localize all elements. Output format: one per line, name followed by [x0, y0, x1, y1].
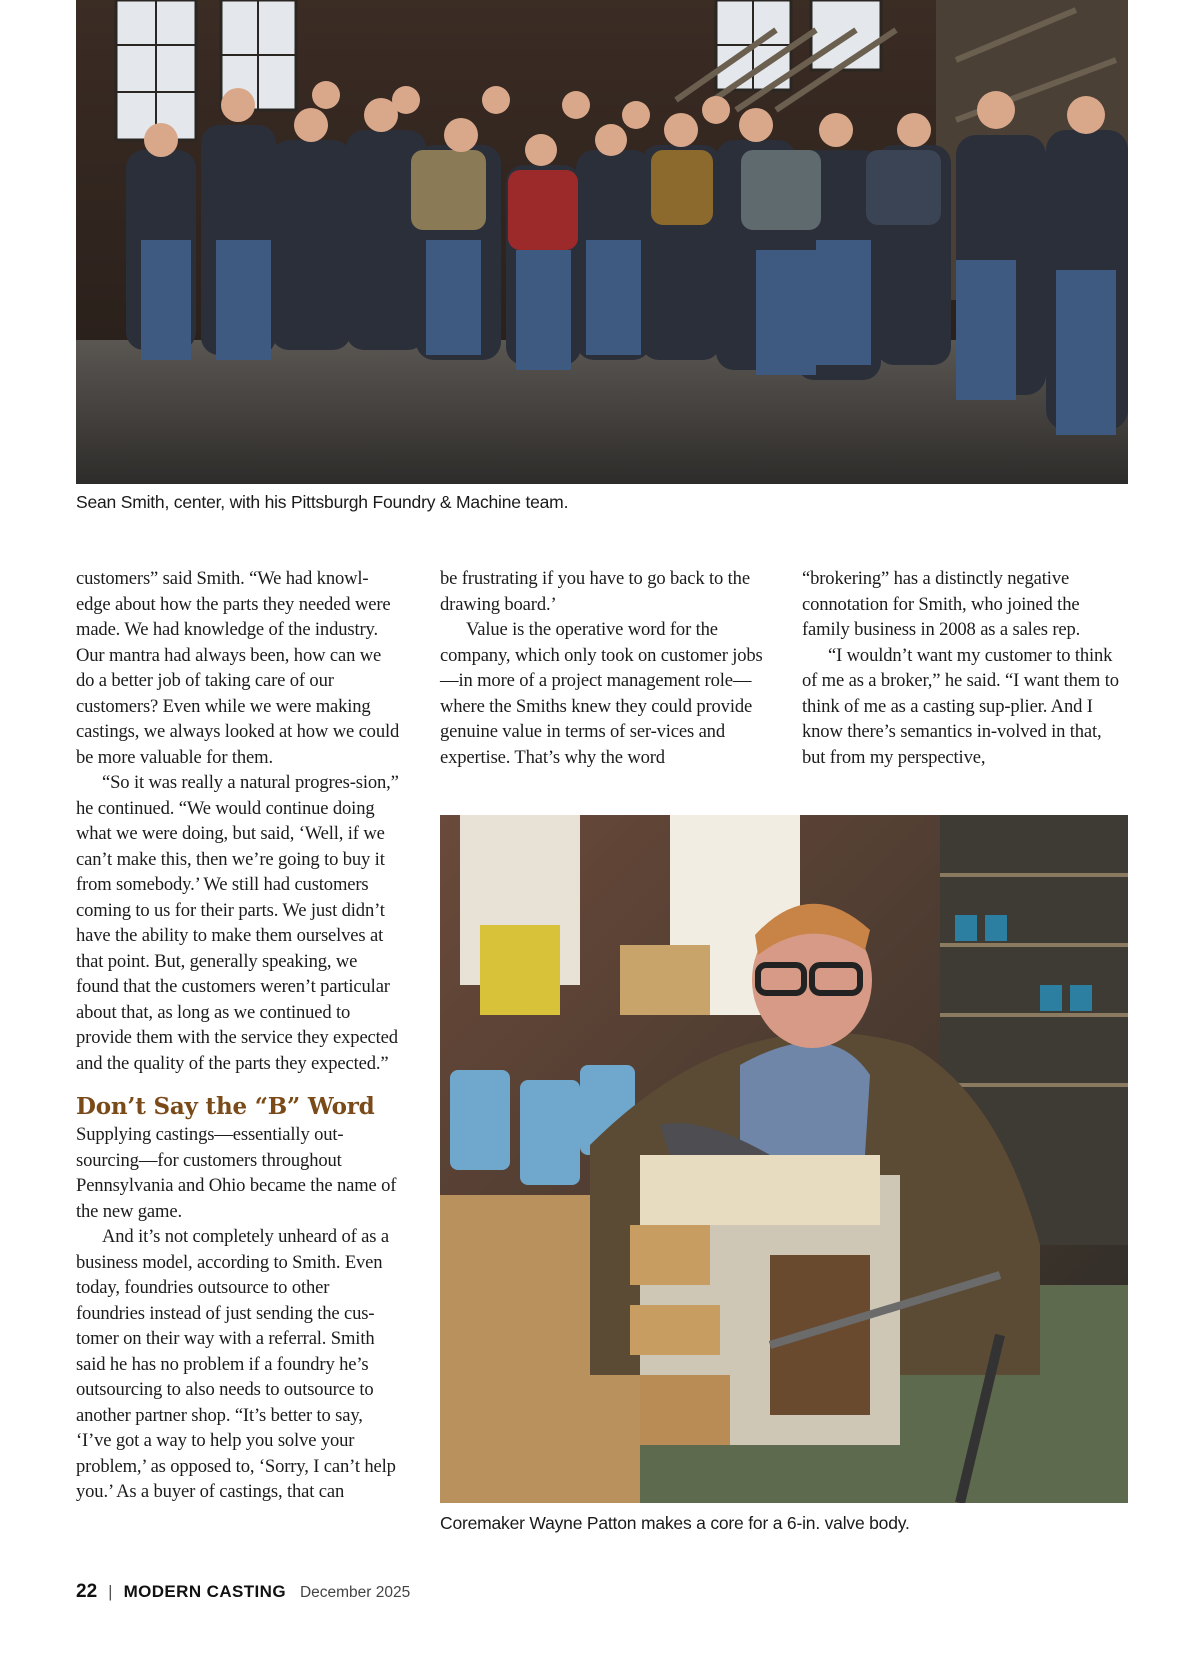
- body-paragraph: Supplying castings—essentially out-sourcing—for customers throughout Pennsylvania and Ohio became the name of the new game.: [76, 1124, 397, 1222]
- coremaker-photo: [440, 815, 1128, 1503]
- body-paragraph: be frustrating if you have to go back to the drawing board.’: [440, 568, 750, 615]
- footer-separator: |: [108, 1582, 113, 1601]
- magazine-name: MODERN CASTING: [123, 1582, 286, 1601]
- article-column-left: [76, 566, 402, 1505]
- team-group-photo: [76, 0, 1128, 484]
- body-paragraph: And it’s not completely unheard of as a business model, according to Smith. Even today, foundries outsource to other foundries instead of just sending the cus-tomer on their way with a referral. Smith said he has no problem if a foundry he’s outsourcing to also needs to outsource to another partner shop. “It’s better to say, ‘I’ve got a way to help you solve your problem,’ as opposed to, ‘Sorry, I can’t help you.’ As a buyer of castings, that can: [76, 1226, 396, 1502]
- article-column-middle: [440, 566, 766, 770]
- page-number: 22: [76, 1581, 98, 1602]
- body-paragraph: customers” said Smith. “We had knowl-edge about how the parts they needed were made. We had knowledge of the industry. Our mantra had always been, how can we do a better job of taking care of our customers? Even while we were making castings, we always looked at how we could be more valuable for them.: [76, 568, 400, 768]
- bottom-photo-caption: Coremaker Wayne Patton makes a core for a 6-in. valve body.: [440, 1513, 910, 1533]
- coremaker-photo-illustration: [440, 815, 1128, 1503]
- article-column-right: [802, 566, 1128, 770]
- body-paragraph: “I wouldn’t want my customer to think of me as a broker,” he said. “I want them to think of me as a casting sup-plier. And I know there’s semantics in-volved in that, but from my perspective,: [802, 644, 1119, 768]
- team-photo-illustration: [76, 0, 1128, 484]
- body-paragraph: “So it was really a natural progres-sion,” he continued. “We would continue doing what we were doing, but said, ‘Well, if we can’t make this, then we’re going to buy it from somebody.’ We still had customers coming to us for their parts. We just didn’t have the ability to make them ourselves at that point. But, generally speaking, we found that the customers weren’t particular about that, as long as we continued to provide them with the service they expected and the quality of the parts they expected.”: [76, 772, 399, 1074]
- body-paragraph: Value is the operative word for the company, which only took on customer jobs—in more of a project management role—where the Smiths knew they could provide genuine value in terms of ser-vices and expertise. That’s why the word: [440, 619, 763, 768]
- body-paragraph: “brokering” has a distinctly negative connotation for Smith, who joined the family business in 2008 as a sales rep.: [802, 568, 1081, 640]
- core-box: [630, 1155, 900, 1445]
- issue-date: December 2025: [299, 1584, 411, 1601]
- section-subhead: Don’t Say the “B” Word: [76, 1093, 375, 1120]
- top-photo-caption: Sean Smith, center, with his Pittsburgh Foundry & Machine team.: [76, 492, 569, 512]
- page-footer: [76, 1581, 410, 1603]
